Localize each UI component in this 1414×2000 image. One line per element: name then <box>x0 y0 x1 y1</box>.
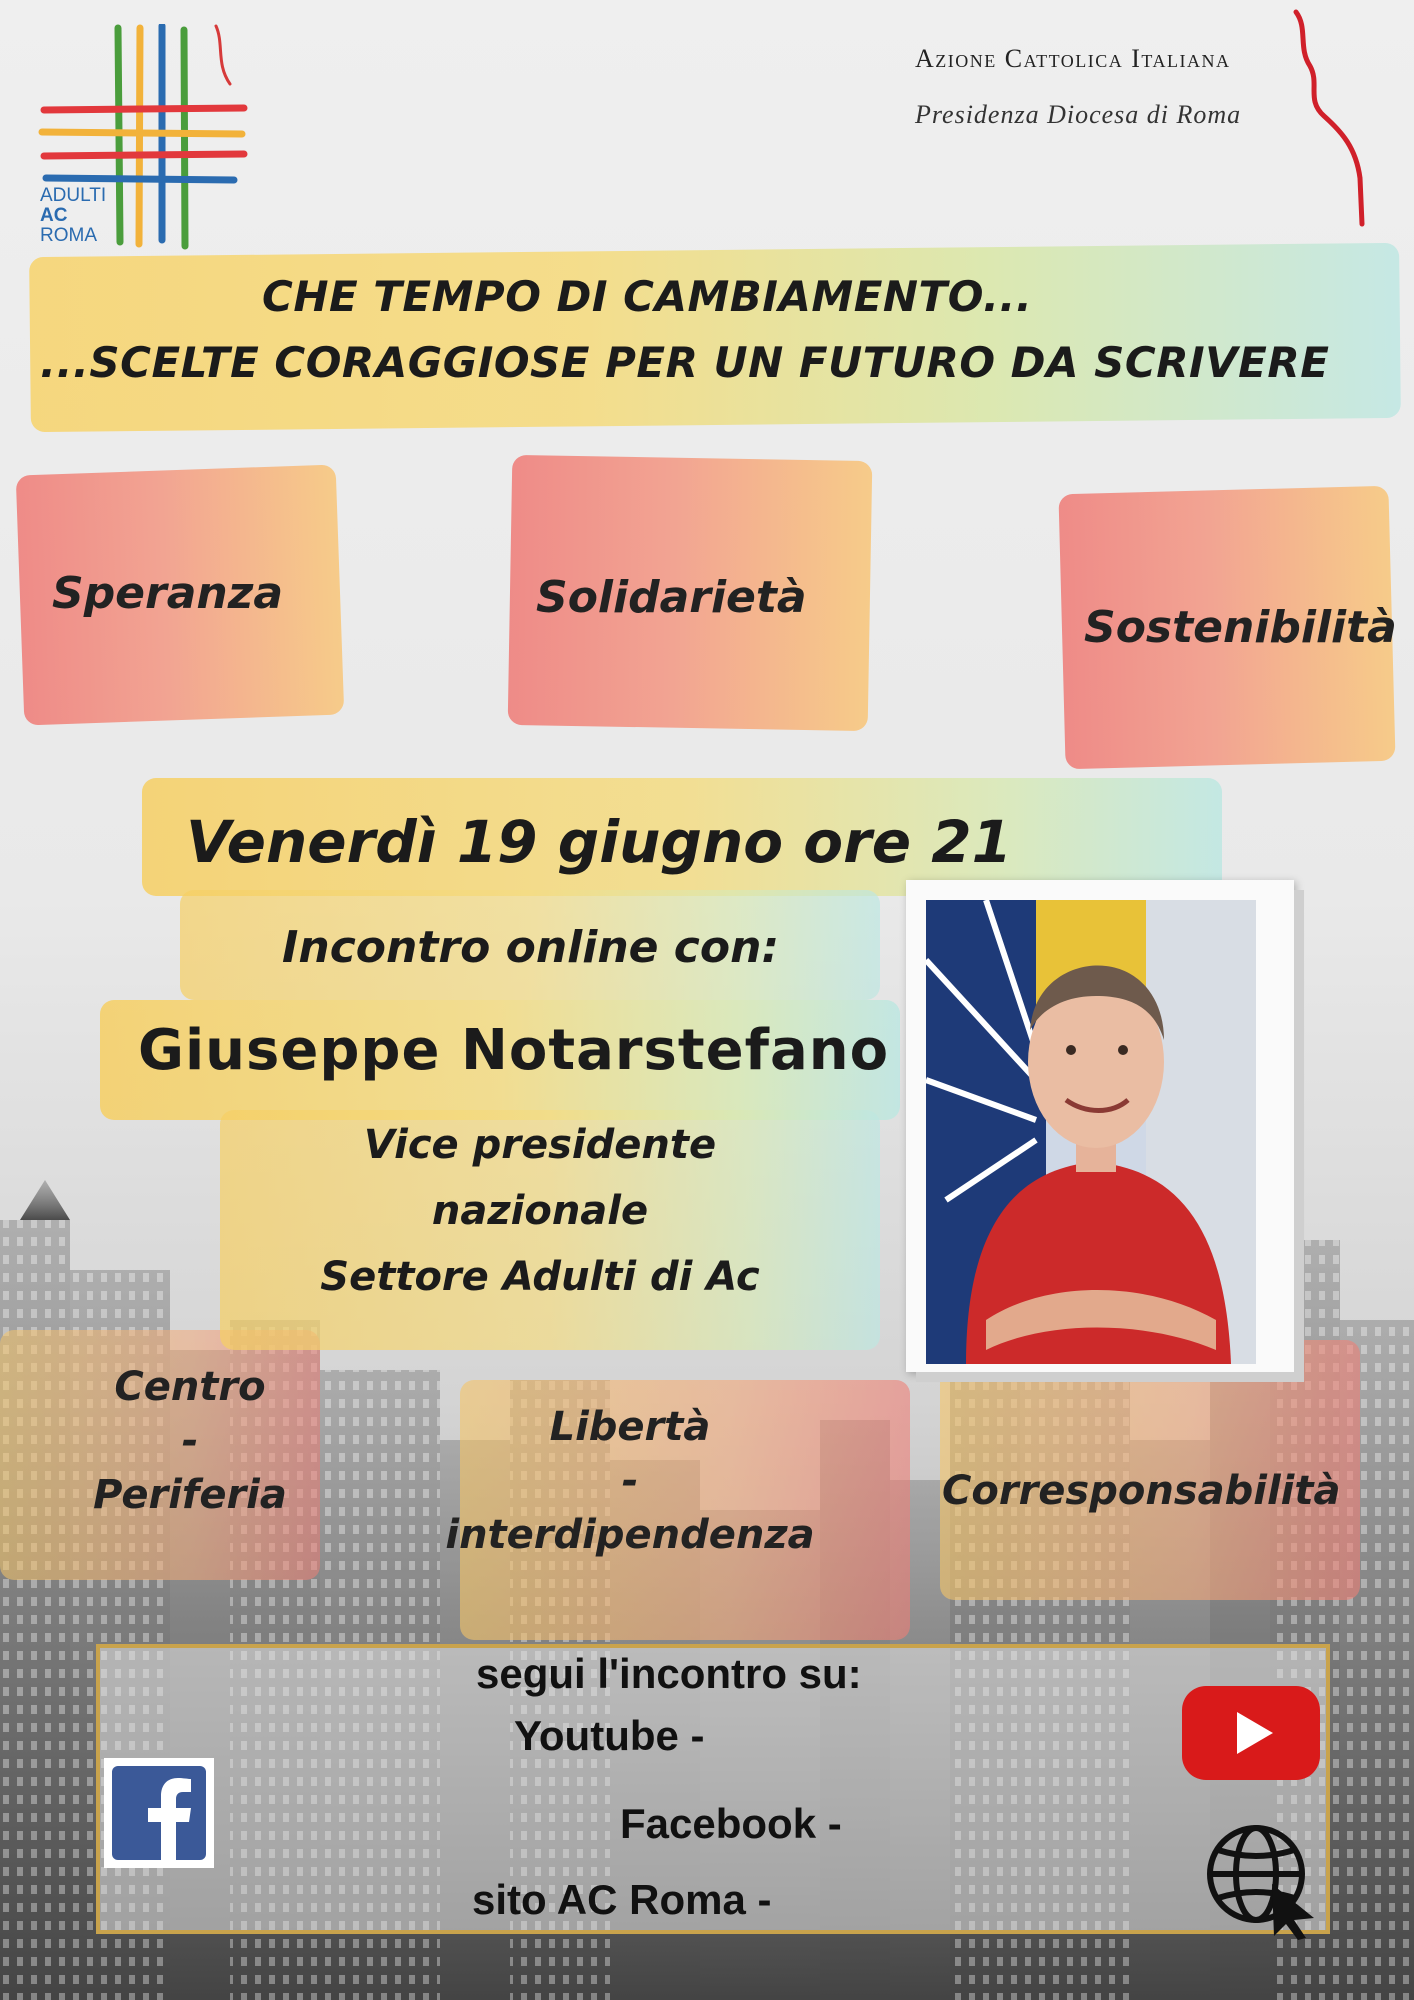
pair-left-sep: - <box>181 1418 199 1464</box>
pair-middle-a: Libertà <box>549 1404 711 1450</box>
org-subtitle: Presidenza Diocesa di Roma <box>915 100 1242 129</box>
facebook-icon[interactable] <box>104 1758 214 1868</box>
follow-heading: segui l'incontro su: <box>476 1650 862 1697</box>
speaker-name: Giuseppe Notarstefano <box>138 1018 890 1083</box>
follow-facebook[interactable]: Facebook - <box>620 1800 842 1847</box>
globe-cursor-icon[interactable] <box>1202 1820 1322 1940</box>
speaker-photo <box>926 900 1256 1364</box>
pair-middle-sep: - <box>621 1458 639 1504</box>
pair-left-a: Centro <box>114 1364 266 1410</box>
logo-text <box>40 186 106 246</box>
event-date: Venerdì 19 giugno ore 21 <box>186 808 1012 876</box>
keyword-corresponsabilita: Corresponsabilità <box>942 1468 1341 1514</box>
speaker-photo-frame <box>906 880 1294 1372</box>
pair-middle-b: interdipendenza <box>445 1512 815 1558</box>
keyword-speranza: Speranza <box>52 568 284 619</box>
aci-profile-icon <box>1290 8 1370 228</box>
event-intro: Incontro online con: <box>282 922 780 973</box>
title-line2: ...SCELTE CORAGGIOSE PER UN FUTURO DA SCRIVERE <box>40 338 1330 387</box>
logo-line2: AC <box>40 204 68 226</box>
org-name: Azione Cattolica Italiana <box>915 44 1231 73</box>
youtube-icon[interactable] <box>1180 1684 1322 1782</box>
role-line3: Settore Adulti di Ac <box>320 1254 760 1300</box>
role-line2: nazionale <box>431 1188 649 1234</box>
keyword-solidarieta: Solidarietà <box>536 572 807 623</box>
pair-left-b: Periferia <box>93 1472 287 1518</box>
follow-site[interactable]: sito AC Roma - <box>472 1876 772 1923</box>
logo-line1: ADULTI <box>40 185 107 206</box>
pair-centro-periferia <box>60 1360 320 1522</box>
keyword-sostenibilita: Sostenibilità <box>1084 602 1397 653</box>
role-line1: Vice presidente <box>363 1122 717 1168</box>
follow-youtube[interactable]: Youtube - <box>514 1712 705 1759</box>
pair-liberta-interdipendenza <box>440 1400 820 1562</box>
adulti-ac-roma-logo <box>38 24 248 254</box>
logo-line3: ROMA <box>40 224 97 246</box>
speaker-portrait-image <box>926 900 1256 1364</box>
title-line1: CHE TEMPO DI CAMBIAMENTO... <box>262 272 1033 321</box>
speaker-role <box>240 1112 840 1310</box>
